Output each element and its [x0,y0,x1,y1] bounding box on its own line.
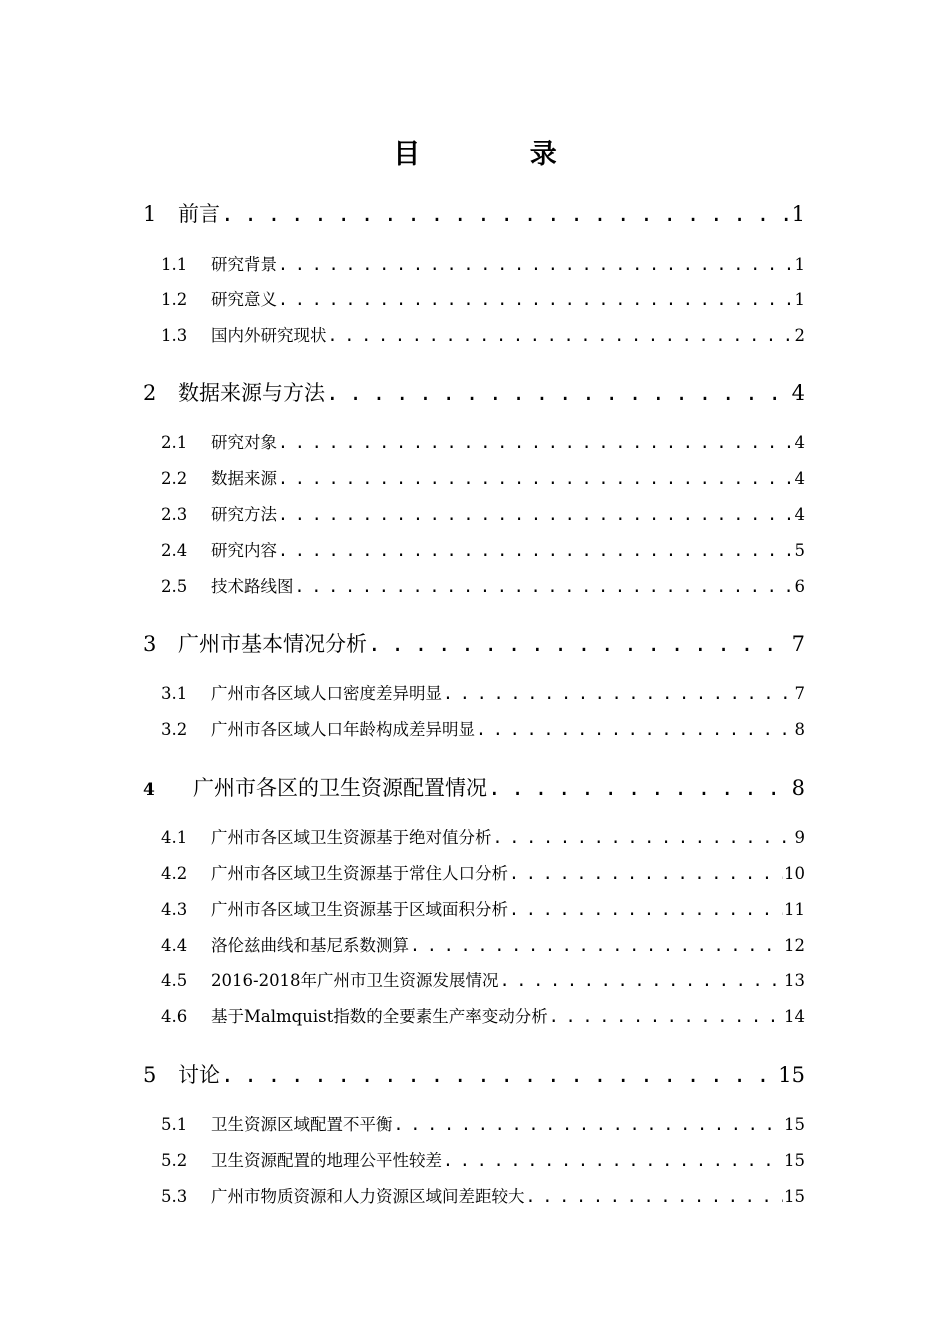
toc-section-entry[interactable] [0,716,950,740]
toc-entry-label: 广州市物质资源和人力资源区域间差距较大 [211,1187,525,1206]
toc-entry-number: 4 [143,780,155,800]
toc-section-entry[interactable] [0,824,950,848]
toc-entry-page: 8 [791,776,805,800]
toc-section-entry[interactable] [0,1147,950,1171]
toc-entry-number: 3.1 [161,684,188,703]
toc-entry-label: 卫生资源区域配置不平衡 [211,1115,393,1134]
toc-leader-dots [278,255,794,274]
toc-entry-label: 数据来源 [211,469,277,488]
toc-leader-dots [221,202,791,226]
toc-entry-page: 11 [784,900,805,919]
toc-entry-number: 5.2 [161,1151,188,1170]
toc-entry-label: 研究方法 [211,505,277,524]
toc-entry-label: 基于Malmquist指数的全要素生产率变动分析 [211,1007,548,1026]
toc-leader-dots [278,433,794,452]
toc-entry-page: 2 [794,326,805,345]
toc-leader-dots [443,684,794,703]
toc-section-entry[interactable] [0,896,950,920]
toc-entry-number: 5.3 [161,1187,188,1206]
toc-section-entry[interactable] [0,465,950,489]
toc-entry-label: 广州市各区域卫生资源基于常住人口分析 [211,864,508,883]
toc-entry-number: 3.2 [161,720,188,739]
toc-entry-number: 4.3 [161,900,188,919]
toc-entry-number: 4.4 [161,936,188,955]
toc-leader-dots [221,1063,777,1087]
toc-leader-dots [443,1151,783,1170]
toc-chapter-entry[interactable] [0,772,950,802]
toc-entry-number: 4.2 [161,864,188,883]
toc-entry-page: 8 [794,720,805,739]
toc-entry-page: 15 [778,1063,805,1087]
toc-entry-page: 4 [794,505,805,524]
toc-entry-label: 广州市各区域卫生资源基于绝对值分析 [211,828,492,847]
toc-entry-number: 4.1 [161,828,188,847]
toc-leader-dots [488,776,791,800]
toc-entry-label: 国内外研究现状 [211,326,327,345]
toc-entry-page: 15 [784,1115,805,1134]
toc-entry-page: 4 [791,381,805,405]
toc-leader-dots [410,936,783,955]
page-title: 目 录 [393,139,607,170]
toc-entry-page: 10 [784,864,805,883]
toc-entry-label: 广州市各区域人口年龄构成差异明显 [211,720,475,739]
toc-section-entry[interactable] [0,286,950,310]
toc-entry-page: 4 [794,433,805,452]
toc-section-entry[interactable] [0,322,950,346]
toc-entry-number: 1.3 [161,326,188,345]
toc-entry-page: 13 [784,971,805,990]
toc-leader-dots [328,326,794,345]
toc-entry-page: 5 [794,541,805,560]
toc-entry-page: 7 [791,632,805,656]
toc-entry-label: 2016-2018年广州市卫生资源发展情况 [211,971,499,990]
toc-entry-number: 2.5 [161,577,188,596]
toc-entry-number: 1.2 [161,290,188,309]
toc-section-entry[interactable] [0,537,950,561]
toc-entry-page: 9 [794,828,805,847]
toc-entry-page: 12 [784,936,805,955]
toc-leader-dots [368,632,791,656]
toc-entry-number: 2.4 [161,541,188,560]
toc-leader-dots [509,900,783,919]
toc-chapter-entry[interactable] [0,377,950,407]
toc-section-entry[interactable] [0,680,950,704]
toc-entry-label: 研究意义 [211,290,277,309]
toc-entry-label: 前言 [178,202,220,226]
toc-section-entry[interactable] [0,1111,950,1135]
toc-entry-page: 4 [794,469,805,488]
toc-leader-dots [278,505,794,524]
toc-entry-number: 5 [143,1063,157,1087]
toc-leader-dots [509,864,783,883]
toc-entry-number: 2.2 [161,469,188,488]
toc-entry-label: 广州市各区域卫生资源基于区域面积分析 [211,900,508,919]
toc-entry-label: 讨论 [178,1063,220,1087]
toc-entry-number: 1 [143,202,157,226]
toc-leader-dots [549,1007,783,1026]
toc-leader-dots [394,1115,784,1134]
toc-entry-page: 1 [794,255,805,274]
toc-entry-number: 2.3 [161,505,188,524]
toc-entry-number: 4.5 [161,971,188,990]
toc-leader-dots [326,381,791,405]
toc-leader-dots [500,971,783,990]
toc-leader-dots [278,469,794,488]
toc-leader-dots [476,720,794,739]
toc-entry-page: 15 [784,1187,805,1206]
toc-entry-label: 数据来源与方法 [178,381,325,405]
toc-entry-number: 2 [143,381,157,405]
toc-entry-number: 2.1 [161,433,188,452]
toc-entry-page: 1 [791,202,805,226]
toc-entry-label: 研究对象 [211,433,277,452]
toc-section-entry[interactable] [0,573,950,597]
toc-chapter-entry[interactable] [0,1059,950,1089]
toc-entry-label: 卫生资源配置的地理公平性较差 [211,1151,442,1170]
toc-leader-dots [295,577,794,596]
toc-entry-page: 1 [794,290,805,309]
toc-entry-label: 洛伦兹曲线和基尼系数测算 [211,936,409,955]
toc-section-entry[interactable] [0,429,950,453]
toc-entry-page: 15 [784,1151,805,1170]
toc-entry-label: 广州市各区的卫生资源配置情况 [193,776,487,800]
toc-entry-number: 3 [143,632,157,656]
toc-section-entry[interactable] [0,967,950,991]
toc-section-entry[interactable] [0,251,950,275]
toc-entry-number: 5.1 [161,1115,188,1134]
toc-entry-label: 研究内容 [211,541,277,560]
toc-leader-dots [278,541,794,560]
toc-leader-dots [526,1187,784,1206]
toc-leader-dots [278,290,794,309]
toc-entry-label: 技术路线图 [211,577,294,596]
toc-section-entry[interactable] [0,1003,950,1027]
toc-entry-page: 14 [784,1007,805,1026]
toc-entry-page: 7 [794,684,805,703]
toc-entry-number: 4.6 [161,1007,188,1026]
toc-entry-label: 广州市基本情况分析 [178,632,367,656]
toc-leader-dots [493,828,794,847]
toc-entry-label: 广州市各区域人口密度差异明显 [211,684,442,703]
toc-entry-page: 6 [794,577,805,596]
toc-section-entry[interactable] [0,932,950,956]
toc-entry-number: 1.1 [161,255,188,274]
toc-section-entry[interactable] [0,860,950,884]
toc-section-entry[interactable] [0,501,950,525]
toc-entry-label: 研究背景 [211,255,277,274]
toc-section-entry[interactable] [0,1183,950,1207]
toc-chapter-entry[interactable] [0,198,950,228]
toc-chapter-entry[interactable] [0,628,950,658]
